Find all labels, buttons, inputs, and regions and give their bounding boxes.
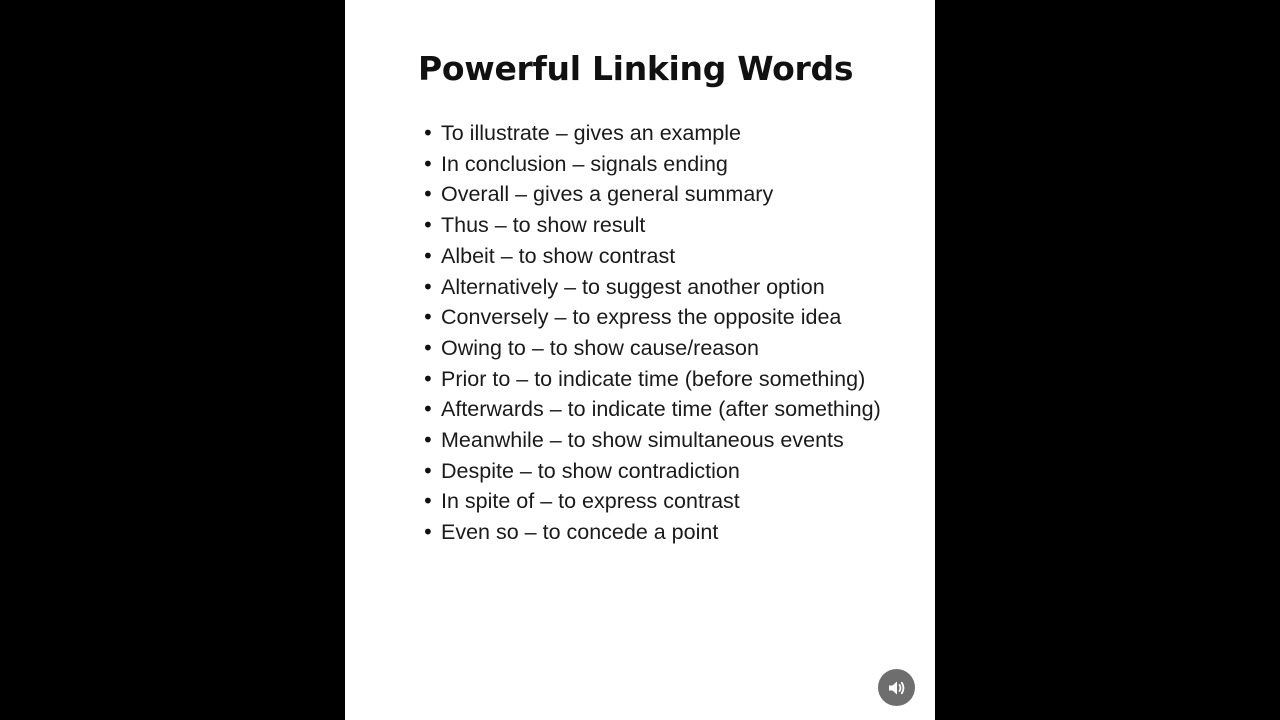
slide-title: Powerful Linking Words <box>418 49 854 88</box>
list-item <box>418 517 888 548</box>
bullet-icon: • <box>422 366 434 391</box>
list-item <box>418 272 888 303</box>
list-item-text: Meanwhile – to show simultaneous events <box>441 428 844 453</box>
bullet-icon: • <box>422 213 434 238</box>
list-item-text: In spite of – to express contrast <box>441 489 740 514</box>
list-item <box>418 118 888 149</box>
bullet-icon: • <box>422 151 434 176</box>
list-item-text: Despite – to show contradiction <box>441 458 740 483</box>
bullet-icon: • <box>422 305 434 330</box>
bullet-icon: • <box>422 335 434 360</box>
list-item-text: Prior to – to indicate time (before something) <box>441 366 866 391</box>
list-item-text: Even so – to concede a point <box>441 520 719 545</box>
list-item <box>418 394 888 425</box>
list-item-text: Owing to – to show cause/reason <box>441 335 759 360</box>
list-item <box>418 302 888 333</box>
bullet-icon: • <box>422 489 434 514</box>
bullet-icon: • <box>422 182 434 207</box>
slide-card <box>345 0 935 720</box>
bullet-icon: • <box>422 458 434 483</box>
bullet-icon: • <box>422 428 434 453</box>
list-item-text: Conversely – to express the opposite idea <box>441 305 842 330</box>
list-item <box>418 179 888 210</box>
list-item <box>418 241 888 272</box>
list-item <box>418 210 888 241</box>
list-item <box>418 456 888 487</box>
speaker-volume-icon <box>888 680 906 696</box>
linking-words-list <box>418 118 888 548</box>
list-item-text: Afterwards – to indicate time (after something) <box>441 397 881 422</box>
bullet-icon: • <box>422 274 434 299</box>
bullet-icon: • <box>422 520 434 545</box>
list-item-text: Overall – gives a general summary <box>441 182 774 207</box>
list-item-text: Albeit – to show contrast <box>441 243 676 268</box>
list-item <box>418 486 888 517</box>
list-item-text: In conclusion – signals ending <box>441 151 728 176</box>
list-item-text: Thus – to show result <box>441 213 646 238</box>
list-item-text: Alternatively – to suggest another option <box>441 274 825 299</box>
volume-button[interactable] <box>878 669 915 706</box>
list-item <box>418 149 888 180</box>
bullet-icon: • <box>422 121 434 145</box>
list-item <box>418 333 888 364</box>
bullet-icon: • <box>422 243 434 268</box>
bullet-icon: • <box>422 397 434 422</box>
list-item-text: To illustrate – gives an example <box>441 121 741 145</box>
list-item <box>418 425 888 456</box>
list-item <box>418 364 888 395</box>
